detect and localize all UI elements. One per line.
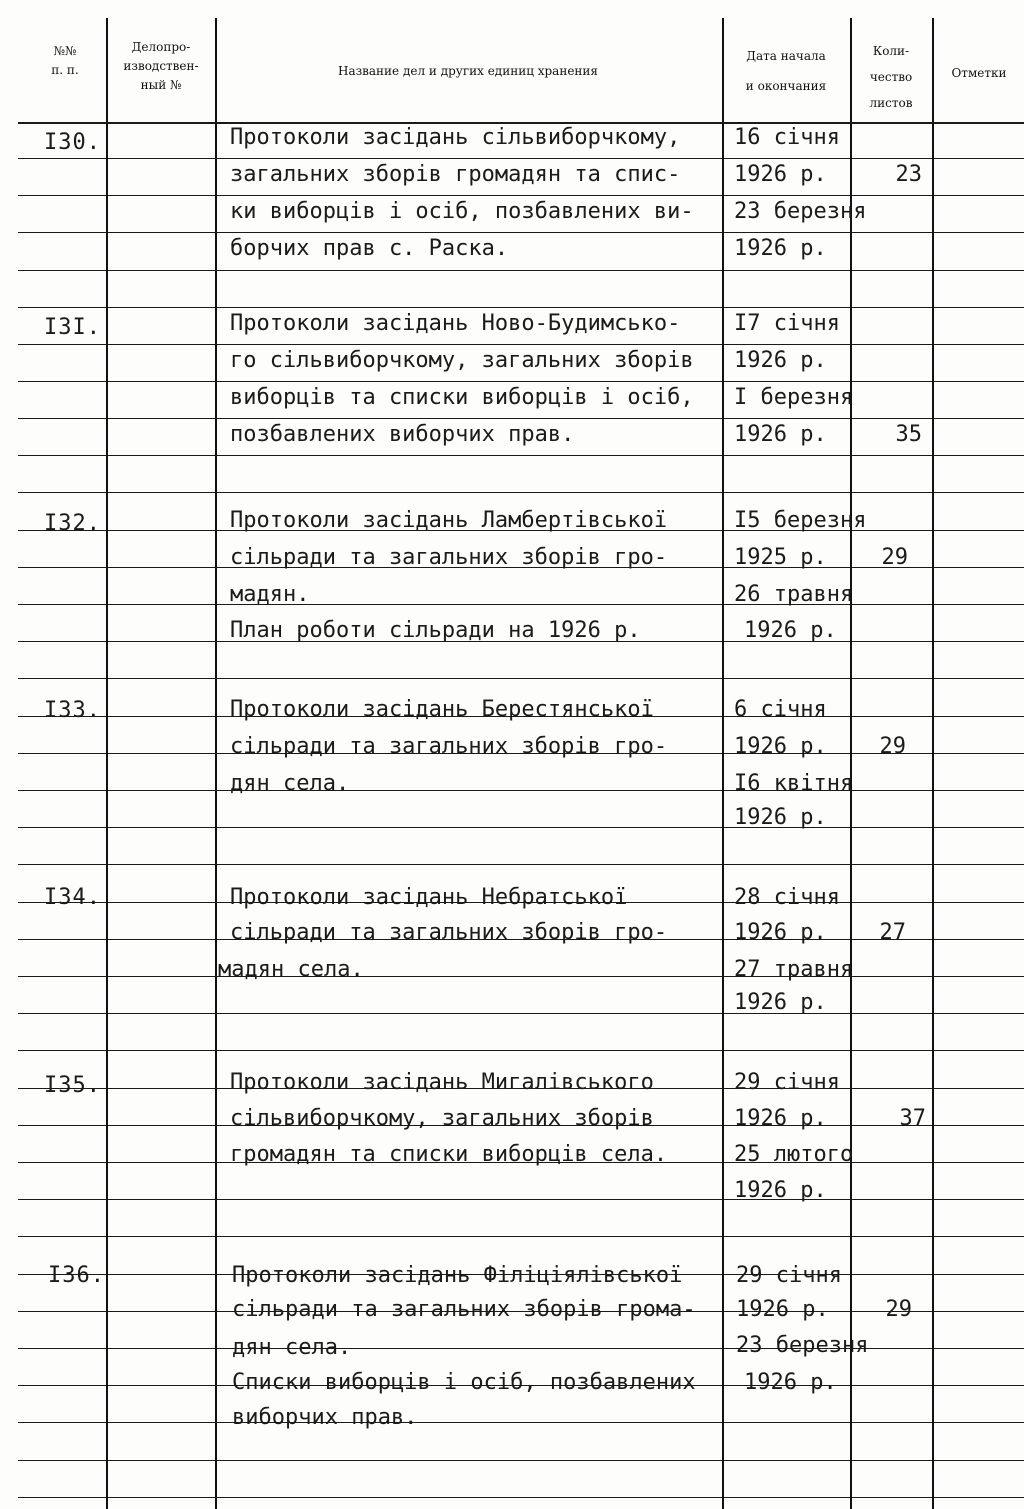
header-clerical — [110, 38, 212, 95]
row-rule — [18, 678, 1024, 679]
row-rule — [18, 790, 1024, 791]
row-date-line: I5 березня — [734, 508, 867, 533]
row-date-line: 1926 р. — [734, 805, 827, 830]
row-date-line: 1926 р. — [744, 618, 837, 643]
row-rule — [18, 1050, 1024, 1051]
header-sheets-line: листов — [869, 96, 913, 110]
row-sheet-count: 23 — [895, 162, 922, 187]
row-title-line: Протоколи засідань Небратської — [230, 885, 628, 910]
header-clerical-line: ный № — [140, 78, 182, 92]
row-date-line: 1926 р. — [736, 1297, 829, 1322]
row-date-line: 23 березня — [734, 199, 867, 224]
row-date-line: 25 лютого — [734, 1142, 854, 1167]
header-clerical-line: Делопро- — [131, 40, 191, 54]
row-date-line: 26 травня — [734, 582, 854, 607]
row-date-line: 1926 р. — [734, 990, 827, 1015]
row-title-line: борчих прав с. Раска. — [230, 236, 509, 261]
row-date-line: 16 січня — [734, 125, 840, 150]
row-date-line: 6 січня — [734, 697, 827, 722]
row-title-line: сільради та загальних зборів гро- — [230, 734, 668, 759]
column-rule — [106, 18, 108, 1509]
row-title-line: мадян села. — [218, 957, 364, 982]
row-title-line: сільради та загальних зборів грома- — [232, 1297, 696, 1322]
row-sheet-count: 35 — [895, 422, 922, 447]
row-date-line: 1926 р. — [734, 422, 827, 447]
row-title-line: мадян. — [230, 582, 310, 607]
row-title-line: позбавлених виборчих прав. — [230, 422, 575, 447]
row-title-line: Протоколи засідань Філіціялівської — [232, 1263, 683, 1288]
row-title-line: го сільвиборчкому, загальних зборів — [230, 348, 694, 373]
row-title-line: виборчих прав. — [232, 1405, 418, 1430]
header-title: Название дел и других единиц хранения — [337, 64, 598, 78]
row-date-line: I березня — [734, 385, 854, 410]
row-title-line: виборців та списки виборців і осіб, — [230, 385, 694, 410]
header-dates-line: и окончания — [745, 79, 827, 93]
header-sheets-line: чество — [869, 70, 913, 84]
row-title-line: ки виборців і осіб, позбавлених ви- — [230, 199, 694, 224]
row-title-line: громадян та списки виборців села. — [230, 1142, 668, 1167]
row-rule — [18, 864, 1024, 865]
header-sheets — [852, 38, 930, 116]
header-dates-line: Дата начала — [746, 49, 826, 63]
row-title-line: План роботи сільради на 1926 р. — [230, 618, 641, 643]
row-sheet-count: 29 — [881, 545, 908, 570]
header-clerical-line: изводствен- — [123, 59, 199, 73]
row-title-line: Протоколи засідань сільвиборчкому, — [230, 125, 681, 150]
row-rule — [18, 1199, 1024, 1200]
row-title-line: сільради та загальних зборів гро- — [230, 545, 668, 570]
row-rule — [18, 1348, 1024, 1349]
row-date-line: 23 березня — [736, 1333, 869, 1358]
row-date-line: 28 січня — [734, 885, 840, 910]
row-rule — [18, 827, 1024, 828]
row-title-line: Протоколи засідань Ново-Будимсько- — [230, 311, 681, 336]
row-title-line: Протоколи засідань Берестянської — [230, 697, 654, 722]
row-date-line: 1926 р. — [734, 1106, 827, 1131]
row-title-line: загальних зборів громадян та спис- — [230, 162, 681, 187]
row-rule — [18, 604, 1024, 605]
row-title-line: дян села. — [232, 1335, 352, 1360]
row-rule — [18, 1497, 1024, 1498]
row-date-line: 1926 р. — [734, 162, 827, 187]
row-title-line: Протоколи засідань Ламбертівської — [230, 508, 668, 533]
row-number: I36. — [48, 1263, 105, 1288]
column-rule — [932, 18, 934, 1509]
row-number: I33. — [44, 698, 101, 723]
row-date-line: I7 січня — [734, 311, 840, 336]
row-sheet-count: 29 — [885, 1297, 912, 1322]
row-rule — [18, 976, 1024, 977]
row-sheet-count: 37 — [899, 1106, 926, 1131]
row-date-line: 1926 р. — [744, 1370, 837, 1395]
row-rule — [18, 455, 1024, 456]
header-dates — [724, 46, 848, 106]
row-date-line: I6 квітня — [734, 771, 854, 796]
row-title-line: Протоколи засідань Мигалівського — [230, 1070, 654, 1095]
row-sheet-count: 29 — [879, 734, 906, 759]
column-rule — [722, 18, 724, 1509]
row-date-line: 1926 р. — [734, 236, 827, 261]
row-rule — [18, 232, 1024, 233]
row-rule — [18, 1013, 1024, 1014]
row-number: I30. — [44, 130, 101, 155]
row-date-line: 1926 р. — [734, 348, 827, 373]
row-date-line: 1926 р. — [734, 1178, 827, 1203]
row-rule — [18, 270, 1024, 271]
row-date-line: 29 січня — [736, 1263, 842, 1288]
row-rule — [18, 1236, 1024, 1237]
row-title-line: сільвиборчкому, загальних зборів — [230, 1106, 654, 1131]
row-rule — [18, 1422, 1024, 1423]
row-date-line: 1925 р. — [734, 545, 827, 570]
header-sheets-line: Коли- — [872, 44, 910, 58]
row-date-line: 29 січня — [734, 1070, 840, 1095]
row-number: I35. — [44, 1073, 101, 1098]
row-date-line: 27 травня — [734, 957, 854, 982]
row-title-line: Списки виборців і осіб, позбавлених — [232, 1370, 696, 1395]
header-number-line: №№ — [53, 44, 77, 58]
row-number: I34. — [44, 885, 101, 910]
row-sheet-count: 27 — [879, 920, 906, 945]
column-rule — [215, 18, 217, 1509]
row-title-line: дян села. — [230, 771, 350, 796]
row-title-line: сільради та загальних зборів гро- — [230, 920, 668, 945]
header-number — [30, 42, 100, 80]
row-date-line: 1926 р. — [734, 920, 827, 945]
header-number-line: п. п. — [51, 63, 79, 77]
row-number: I3I. — [44, 315, 101, 340]
row-rule — [18, 1460, 1024, 1461]
header-notes: Отметки — [951, 66, 1007, 80]
row-rule — [18, 492, 1024, 493]
row-number: I32. — [44, 511, 101, 536]
row-date-line: 1926 р. — [734, 734, 827, 759]
